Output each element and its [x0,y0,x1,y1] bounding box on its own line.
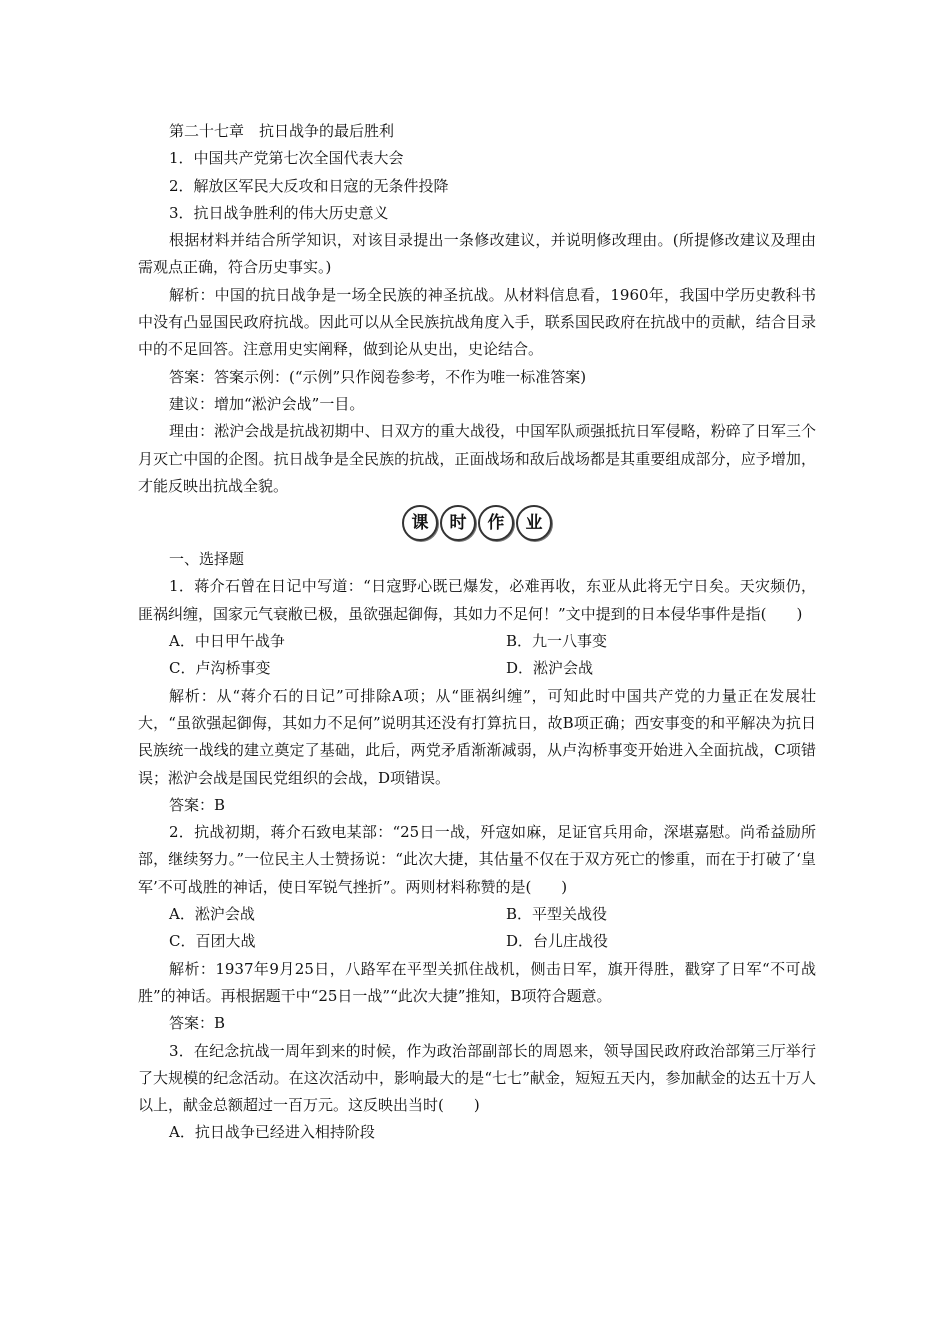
banner-char: 课 [402,505,438,541]
toc-item-3: 3．抗日战争胜利的伟大历史意义 [169,203,389,222]
q2-answer: 答案：B [169,1014,226,1033]
q3-option-a: A．抗日战争已经进入相持阶段 [169,1123,375,1142]
banner-char: 时 [440,505,476,541]
q1-options-row1 [138,628,816,655]
q3-options-row1 [138,1119,816,1146]
q2-option-c: C．百团大战 [169,932,256,951]
q1-stem: 1．蒋介石曾在日记中写道：“日寇野心既已爆发，必难再收，东亚从此将无宁日矣。天灾频仍，匪祸纠缠，国家元气衰敝已极，虽欲强起御侮，其如力不足何！”文中提到的日本侵华事件是指( ) [138,577,816,623]
answer-example: 答案：答案示例：(“示例”只作阅卷参考，不作为唯一标准答案) [169,367,587,386]
q1-analysis: 解析：从“蒋介石的日记”可排除A项；从“匪祸纠缠”，可知此时中国共产党的力量正在发展壮大，“虽欲强起御侮，其如力不足何”说明其还没有打算抗日，故B项正确；西安事变的和平解决为抗日民族统一战线的建立奠定了基础，此后，两党矛盾渐渐减弱，从卢沟桥事变开始进入全面抗战，C项错误；淞沪会战是国民党组织的会战，D项错误。 [138,686,816,787]
q2-option-d: D．台儿庄战役 [506,932,609,951]
q1-option-c: C．卢沟桥事变 [169,659,271,678]
homework-banner [138,500,816,546]
banner-char: 业 [516,505,552,541]
toc-item-1: 1．中国共产党第七次全国代表大会 [169,149,404,168]
analysis-paragraph: 解析：中国的抗日战争是一场全民族的神圣抗战。从材料信息看，1960年，我国中学历史教科书中没有凸显国民政府抗战。因此可以从全民族抗战角度入手，联系国民政府在抗战中的贡献，结合目录中的不足回答。注意用史实阐释，做到论从史出，史论结合。 [138,285,816,359]
q2-option-a: A．淞沪会战 [169,905,255,924]
toc-item-2: 2．解放区军民大反攻和日寇的无条件投降 [169,176,449,195]
q3-stem: 3．在纪念抗战一周年到来的时候，作为政治部副部长的周恩来，领导国民政府政治部第三厅举行了大规模的纪念活动。在这次活动中，影响最大的是“七七”献金，短短五天内，参加献金的达五十万人以上，献金总额超过一百万元。这反映出当时( ) [138,1041,816,1115]
q1-option-a: A．中日甲午战争 [169,632,285,651]
banner-char: 作 [478,505,514,541]
document-page [138,118,816,1147]
q1-options-row2 [138,655,816,682]
q2-stem: 2．抗战初期，蒋介石致电某部：“25日一战，歼寇如麻，足证官兵用命，深堪嘉慰。尚希益励所部，继续努力。”一位民主人士赞扬说：“此次大捷，其估量不仅在于双方死亡的惨重，而在于打破了‘皇军’不可战胜的神话，使日军锐气挫折”。两则材料称赞的是( ) [138,823,816,896]
q1-option-d: D．淞沪会战 [506,659,594,678]
q1-answer: 答案：B [169,795,226,814]
chapter-title: 第二十七章 抗日战争的最后胜利 [169,122,395,140]
section-title: 一、选择题 [169,550,245,569]
suggestion: 建议：增加“淞沪会战”一目。 [169,394,365,413]
question-prompt: 根据材料并结合所学知识，对该目录提出一条修改建议，并说明修改理由。(所提修改建议及理由需观点正确，符合历史事实。) [138,231,816,277]
q1-option-b: B．九一八事变 [506,632,608,651]
q2-option-b: B．平型关战役 [506,905,608,924]
q2-analysis: 解析：1937年9月25日，八路军在平型关抓住战机，侧击日军，旗开得胜，戳穿了日军“不可战胜”的神话。再根据题干中“25日一战”“此次大捷”推知，B项符合题意。 [138,959,816,1005]
reason: 理由：淞沪会战是抗战初期中、日双方的重大战役，中国军队顽强抵抗日军侵略，粉碎了日军三个月灭亡中国的企图。抗日战争是全民族的抗战，正面战场和敌后战场都是其重要组成部分，应予增加，才能反映出抗战全貌。 [138,422,816,495]
q2-options-row1 [138,901,816,928]
q2-options-row2 [138,928,816,955]
